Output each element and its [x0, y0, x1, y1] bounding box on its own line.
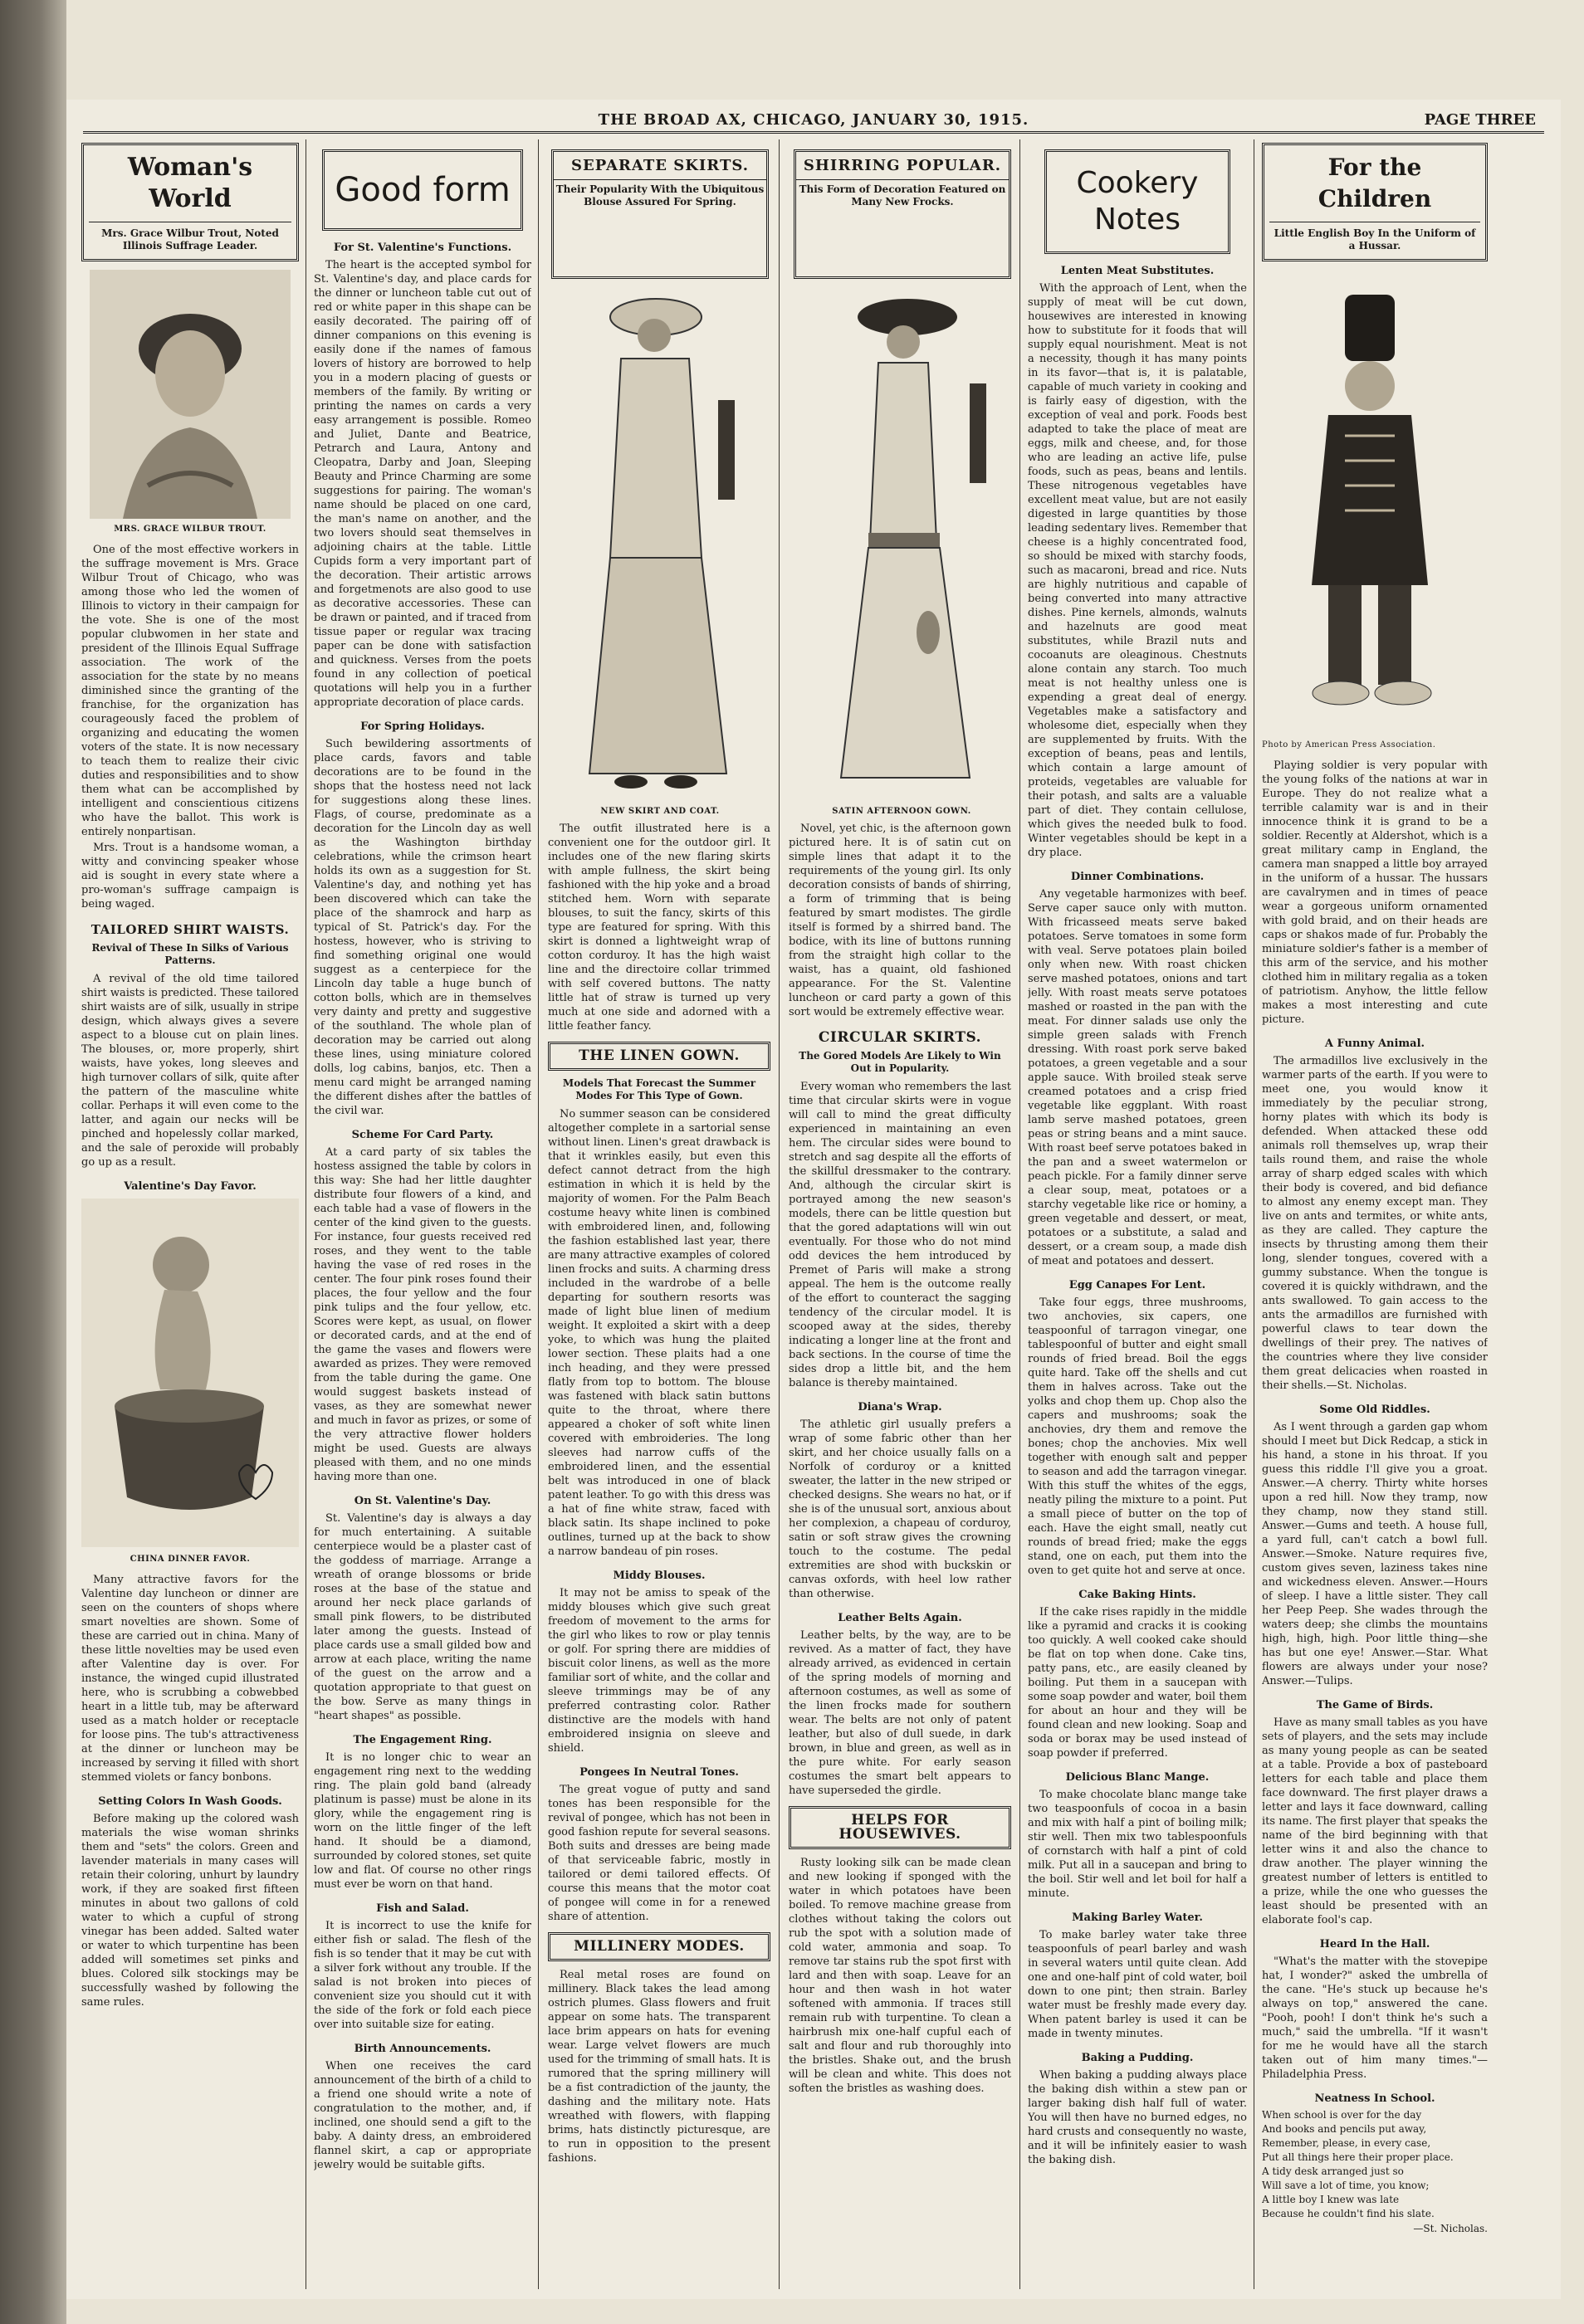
column-for-the-children: [1262, 141, 1488, 2291]
colors-heading: Setting Colors In Wash Goods.: [98, 1795, 282, 1808]
subsection-heading: On St. Valentine's Day.: [354, 1495, 491, 1507]
good-form-heading: [322, 149, 523, 231]
column-rule: [1019, 139, 1020, 2289]
subsection-heading: Fish and Salad.: [376, 1902, 469, 1915]
favor-caption: CHINA DINNER FAVOR.: [130, 1555, 251, 1564]
portrait-photo: [90, 270, 291, 519]
poem-line: And books and pencils put away,: [1262, 2123, 1427, 2135]
paragraph: When one receives the card announcement of the birth of a child to a friend one should write a note of congratulation to the mother, and, if inclined, one should send a gift to the baby. A dainty dress, an embroidered flannel skirt, a cap or appropriate jewelry would be suitable gifts.: [314, 2060, 531, 2171]
poem-line: Put all things here their proper place.: [1262, 2151, 1454, 2163]
paper-title: THE BROAD AX, CHICAGO, JANUARY 30, 1915.: [598, 111, 1029, 129]
paragraph: To make barley water take three teaspoonfuls of pearl barley and wash in several waters until quite clean. Add one and one-half pint of cold water, boil down to one pint; then strain. Barley water must be freshly made every day. When patent barley is used it can be made in twenty minutes.: [1028, 1929, 1247, 2040]
separate-skirts-banner: [551, 149, 769, 279]
section-deck: Little English Boy In the Uniform of a Hussar.: [1269, 222, 1480, 252]
banner-subtitle: Their Popularity With the Ubiquitous Blouse Assured For Spring.: [554, 179, 766, 208]
portrait-illustration: [90, 270, 291, 519]
binding-gutter: [0, 0, 66, 2324]
hall-heading: Heard In the Hall.: [1319, 1938, 1430, 1950]
subsection-heading: Delicious Blanc Mange.: [1065, 1771, 1210, 1784]
shirt-waists-deck: Revival of These In Silks of Various Patterns.: [91, 942, 289, 966]
paragraph: One of the most effective workers in the suffrage movement is Mrs. Grace Wilbur Trout of Chicago, who was among those who led the women of Illinois to victory in their campaign for the vote. She is one of the most popular clubwomen in her state and president of the Illinois Equal Suffrage association. The work of the association for the state by no means diminished since the granting of the franchise, for the organization has courageously faced the problem of organizing and educating the women voters of the state. It is now necessary to teach them to realize their civic duties and responsibilities and to show them what can be accomplished by intelligent and conscientious citizens who have the ballot. This work is entirely nonpartisan.: [81, 544, 299, 838]
paragraph: Have as many small tables as you have sets of players, and the sets may include as many young people as can be seated at a table. Provide a box of pasteboard letters for each table and place them face downward. The first player draws a letter and lays it face downward, calling its name. The first player that speaks the name of the bird beginning with that letter wins it and also the chance to draw another. The player winning the greatest number of letters is entitled to a prize, while the one who guesses the least should be presented with an elaborate fool's cap.: [1262, 1716, 1488, 1926]
poem-line: Because he couldn't find his slate.: [1262, 2208, 1435, 2219]
portrait-caption: MRS. GRACE WILBUR TROUT.: [114, 525, 266, 534]
paragraph: No summer season can be considered altogether complete in a sartorial sense without linen. Linen's great drawback is that it wrinkles easily, but even this defect cannot detract from the high estimation in which it is held by the majority of women. For the Palm Beach costume heavy white linen is combined with embroidered linen, and, following the fashion established last year, there are many attractive examples of colored linen frocks and suits. A charming dress included in the wardrobe of a belle departing for southern resorts was made of light blue linen of medium weight. It exploited a skirt with a deep yoke, to which was hung the plaited lower section. These plaits had a one inch heading, and they were pressed flatly from top to bottom. The blouse was fastened with black satin buttons quite to the throat, where there appeared a choker of soft white linen covered with embroideries. The long sleeves had narrow cuffs of the embroidered linen, and the essential belt was introduced in one of black patent leather. To go with this dress was a hat of fine white straw, faced with black satin. Its shape inclined to poke outlines, turned up at the back to show a narrow bandeau of pin roses.: [548, 1108, 770, 1558]
paragraph: If the cake rises rapidly in the middle like a pyramid and cracks it is cooking too quickly. A well cooked cake should be flat on top when done. Cake tins, patty pans, etc., are easily cleaned by boiling. Put them in a saucepan with some soap powder and water, boil them for about an hour and they will be found clean and new looking. Soap and soda or borax may be used instead of soap powder if preferred.: [1028, 1606, 1247, 1760]
paragraph: As I went through a garden gap whom should I meet but Dick Redcap, a stick in his hand, a stone in his throat. If you guess this riddle I'll give you a groat. Answer.—A cherry. Thirty white horses upon a red hill. Now they tramp, now they champ, now they stand still. Answer.—Gums and teeth. A house full, a yard full, can't catch a bowl full. Answer.—Smoke. Nature requires five, custom gives seven, laziness takes nine and wickedness eleven. Answer.—Hours of sleep. I have a little sister. They call her Peep Peep. She wades through the waters deep; she climbs the mountains high, high, high. Poor little thing—she has but one eye! Answer.—Star. What flowers are always under your nose? Answer.—Tulips.: [1262, 1421, 1488, 1687]
linen-gown-deck: Models That Forecast the Summer Modes For This Type of Gown.: [562, 1077, 756, 1101]
millinery-banner: MILLINERY MODES.: [548, 1932, 770, 1961]
subsection-heading: The Engagement Ring.: [353, 1734, 492, 1746]
poem-line: A tidy desk arranged just so: [1262, 2165, 1404, 2177]
subsection-heading: Cake Baking Hints.: [1078, 1589, 1196, 1601]
wrap-heading: Diana's Wrap.: [858, 1401, 942, 1413]
children-heading: [1262, 143, 1488, 261]
paragraph: Leather belts, by the way, are to be revived. As a matter of fact, they have already arrived, as evidenced in certain of the spring models of morning and afternoon costumes, as well as some of the linen frocks made for southern wear. The belts are not only of patent leather, but also of dull suede, in dark brown, in blue and green, as well as in the pure white. For early season costumes the smart belt appears to have superseded the girdle.: [789, 1629, 1011, 1797]
gown-caption: SATIN AFTERNOON GOWN.: [832, 807, 971, 816]
poem-signature: —St. Nicholas.: [1413, 2223, 1488, 2234]
subsection-heading: Baking a Pudding.: [1081, 2052, 1194, 2064]
paragraph: Many attractive favors for the Valentine day luncheon or dinner are seen on the counters of shops where smart novelties are shown. Some of these are carried out in china. Many of these little novelties may be used even after Valentine day is over. For instance, the winged cupid illustrated here, who is scrubbing a cobwebbed heart in a little tub, may be afterward used as a match holder or receptacle for loose pins. The tub's attractiveness at the dinner or luncheon may be increased by serving it filled with short stemmed violets or fancy bonbons.: [81, 1574, 299, 1784]
paragraph: It is incorrect to use the knife for either fish or salad. The flesh of the fish is so tender that it may be cut with a silver fork without any trouble. If the salad is not broken into pieces of convenient size you should cut it with the side of the fork or fold each piece over into suitable size for eating.: [314, 1920, 531, 2031]
paragraph: St. Valentine's day is always a day for much entertaining. A suitable centerpiece would be a plaster cast of the goddess of marriage. Arrange a wreath of orange blossoms or bride roses at the base of the statue and around her neck place garlands of small pink flowers, to be distributed later among the guests. Instead of place cards use a small gilded bow and arrow at each place, writing the name of the guest on the arrow and a quotation appropriate to that guest on the bow. Serve as many things in "heart shapes" as possible.: [314, 1512, 531, 1722]
belts-heading: Leather Belts Again.: [838, 1612, 962, 1624]
paragraph: Rusty looking silk can be made clean and new looking if sponged with the water in which potatoes have been boiled. To remove machine grease from clothes without taking the colors out rub the spot with a solution made of cold water, ammonia and soap. To remove tar stains rub the spot first with lard and then with soap. Leave for an hour and then wash in hot water softened with ammonia. If traces still remain rub with turpentine. To clean a hairbrush mix one-half cupful each of salt and flour and rub thoroughly into the bristles. Shake out, and the brush will be clean and white. This does not soften the bristles as washing does.: [789, 1857, 1011, 2095]
subsection-heading: Egg Canapes For Lent.: [1068, 1279, 1206, 1291]
subsection-heading: Scheme For Card Party.: [351, 1129, 494, 1141]
subsection-heading: Dinner Combinations.: [1070, 871, 1205, 883]
poem-line: When school is over for the day: [1262, 2109, 1422, 2121]
skirt-caption: NEW SKIRT AND COAT.: [600, 807, 720, 816]
paragraph: Novel, yet chic, is the afternoon gown pictured here. It is of satin cut on simple lines that adapt it to the requirements of the young girl. Its only decoration consists of bands of shirring, a form of trimming that is being featured by smart modistes. The girdle itself is formed by a shirred band. The bodice, with its line of buttons running from the straight high collar to the waist, has a quaint, old fashioned appearance. For the St. Valentine luncheon or card party a gown of this sort would be extremely effective wear.: [789, 823, 1011, 1018]
paragraph: "What's the matter with the stovepipe hat, I wonder?" asked the umbrella of the cane. "He's stuck up because he's always on top," answered the cane. "Pooh, pooh! I don't think he's such a much," said the umbrella. "If it wasn't for me he would have all the starch taken out of him many times."—Philadelphia Press.: [1262, 1955, 1488, 2081]
paragraph: Take four eggs, three mushrooms, two anchovies, six capers, one teaspoonful of tarragon vinegar, one tablespoonful of butter and eight small rounds of fried bread. Boil the eggs quite hard. Take off the shells and cut them in halves across. Take out the yolks and chop them up. Chop also the capers and mushrooms; soak the anchovies, dry them and remove the bones; chop the anchovies. Mix well together with enough salt and pepper to season and add the tarragon vinegar. With this stuff the whites of the eggs, neatly piling the mixture to a point. Put a small piece of butter on the top of each. Have the eight small, neatly cut rounds of bread fried; make the eggs stand, one on each, put them into the oven to get quite hot and serve at once.: [1028, 1296, 1247, 1577]
shirt-waists-heading: TAILORED SHIRT WAISTS.: [90, 922, 290, 937]
animal-heading: A Funny Animal.: [1324, 1038, 1425, 1050]
neatness-heading: Neatness In School.: [1314, 2092, 1435, 2105]
paragraph: With the approach of Lent, when the supply of meat will be cut down, housewives are interested in knowing how to substitute for it foods that will supply equal nourishment. Meat is not a necessity, though it has many points in its favor—that is, it is palatable, capable of much variety in cooking and is fairly easy of digestion, with the exception of veal and pork. Foods best adapted to take the place of meat are eggs, milk and cheese, and, for those who are leading an active life, pulse foods, such as peas, beans and lentils. These nitrogenous vegetables have excellent meat value, but are not easily digested in large quantities by those leading sedentary lives. Remember that cheese is a highly concentrated food, so should be mixed with starchy foods, such as macaroni, bread and rice. Nuts are highly nutritious and capable of being converted into many attractive dishes. Pine kernels, almonds, walnuts and hazelnuts are good meat substitutes, while Brazil nuts and cocoanuts are oleaginous. Chestnuts alone contain any starch. Too much meat is not healthy unless one is expending a great deal of energy. Vegetables make a satisfactory and wholesome diet, especially when they are supplemented by fruits. With the exception of beans, peas and lentils, which contain a large amount of proteids, vegetables are valuable for their potash, and salts are a valuable part of diet. They contain cellulose, which gives the needed bulk to food. Winter vegetables should be kept in a dry place.: [1028, 282, 1247, 859]
paragraph: Any vegetable harmonizes with beef. Serve caper sauce only with mutton. With fricasseed meats serve baked potatoes. Serve tomatoes in some form with veal. Serve potatoes plain boiled only when new. With roast chicken serve mashed potatoes, onions and tart jelly. With roast meats serve potatoes mashed or roasted in the pan with the meat. For dinner salads use only the simple green salads with French dressing. With roast pork serve baked potatoes, a green vegetable and a sour apple sauce. With broiled steak serve creamed potatoes and a crisp fried vegetable like eggplant. With roast lamb serve mashed potatoes, green peas or string beans and a mint sauce. With roast beef serve potatoes baked in the pan and a sweet watermelon or peach pickle. For a family dinner serve a clear soup, meat, potatoes or a starchy vegetable like rice or hominy, a green vegetable and dessert, or meat, potatoes or a substitute, a salad and dessert, or a cream soup, a made dish of meat and potatoes and dessert.: [1028, 888, 1247, 1267]
column-cookery-notes: [1028, 141, 1247, 2291]
paragraph: The great vogue of putty and sand tones has been responsible for the revival of pongee, which has not been in good fashion repute for several seasons. Both suits and dresses are being made of that serviceable fabric, mostly in tailored or demi tailored effects. Of course this means that the motor coat of pongee will come in for a renewed share of attention.: [548, 1784, 770, 1923]
paragraph: The athletic girl usually prefers a wrap of some fabric other than her skirt, and her choice usually falls on a Norfolk of corduroy or a knitted sweater, the latter in the new striped or checked designs. She wears no hat, or if she is of the unusual sort, anxious about her complexion, a chapeau of corduroy, satin or soft straw gives the crowning touch to the costume. The pedal extremities are shod with buckskin or canvas oxfords, with heel low rather than otherwise.: [789, 1418, 1011, 1600]
favor-heading: Valentine's Day Favor.: [124, 1180, 257, 1193]
circular-skirts-heading: CIRCULAR SKIRTS.: [818, 1029, 982, 1046]
banner-title: SHIRRING POPULAR.: [803, 157, 1002, 174]
satin-gown-illustration: [795, 284, 1008, 798]
masthead: [83, 106, 1544, 134]
newspaper-page: [66, 100, 1561, 2299]
neatness-poem: [1262, 2109, 1488, 2220]
column-rule: [779, 139, 780, 2289]
poem-line: Remember, please, in every case,: [1262, 2137, 1431, 2149]
shirring-popular-banner: [794, 149, 1011, 279]
paragraph: It may not be amiss to speak of the middy blouses which give such great freedom of movement to the arms for the girl who likes to row or play tennis or golf. For spring there are middies of biscuit color linens, as well as the more familiar sort of white, and the collar and sleeve trimmings may be of any preferred contrasting color. Rather distinctive are the models with hand embroidered insignia on sleeve and shield.: [548, 1587, 770, 1755]
middy-heading: Middy Blouses.: [613, 1570, 706, 1582]
cupid-tub-drawing: [81, 1199, 299, 1547]
cookery-heading: [1044, 149, 1230, 254]
boy-in-uniform-drawing: [1262, 270, 1488, 735]
paragraph: Playing soldier is very popular with the young folks of the nations at war in Europe. They do not realize what a terrible calamity war is and in their innocence think it is grand to be a soldier. Recently at Aldershot, which is a great military camp in England, the camera man snapped a little boy arrayed in the uniform of a hussar. The hussars are cavalrymen and in times of peace wear a gorgeous uniform ornamented with gold braid, and on their heads are caps or shakos made of fur. Probably the miniature soldier's father is a member of this arm of the service, and his mother clothed him in military regalia as a token of patriotism. Anyhow, the little fellow makes a most interesting and cute picture.: [1262, 759, 1488, 1026]
section-deck: Mrs. Grace Wilbur Trout, Noted Illinois Suffrage Leader.: [89, 222, 291, 252]
section-title: Good form: [335, 171, 511, 209]
woman-in-gown-drawing: [795, 284, 1008, 798]
paragraph: A revival of the old time tailored shirt waists is predicted. These tailored shirt waists are of silk, usually in stripe design, which always gives a severe aspect to a blouse cut on plain lines. The blouses, or, more properly, shirt waists, have yokes, long sleeves and high turnover collars of silk, quite after the pattern of the masculine white collar. Perhaps it will even come to the latter, and again our necks will be pinched and hopelessly collar marked, and the sale of peroxide will probably go up as a result.: [81, 973, 299, 1169]
paragraph: The armadillos live exclusively in the warmer parts of the earth. If you were to meet one, you would know it immediately by the peculiar strong, horny plates with which its body is defended. When attacked these odd animals roll themselves up, wrap their tails round them, and raise the whole array of sharp edged scales with which their body is covered, and bid defiance to almost any enemy except man. They live on ants and termites, or white ants, as they are called. They capture the insects by thrusting among them their long, slender tongues, covered with a gummy substance. When the tongue is covered it is quickly withdrawn, and the ants swallowed. To gain access to the ants the armadillos are furnished with powerful claws to tear down the dwellings of their prey. The natives of the countries where they live consider them great delicacies when roasted in their shells.—St. Nicholas.: [1262, 1055, 1488, 1392]
paragraph: At a card party of six tables the hostess assigned the table by colors in this way: She had her little daughter distribute four flowers of a kind, and each table had a vase of flowers in the center of the kind given to the guests. For instance, four guests received red roses, and they went to the table having the vase of red roses in the center. The four pink roses found their places, the four yellow and the four pink tulips and the four yellow, etc. Scores were kept, as usual, on flower or decorated cards, and at the end of the game the vases and flowers were awarded as prizes. They were removed from the table during the game. One would suggest baskets instead of vases, as they are somewhat newer and much in favor as prizes, or some of the very attractive flower holders might be used. Guests are always pleased with them, and no one minds having more than one.: [314, 1146, 531, 1483]
paragraph: To make chocolate blanc mange take two teaspoonfuls of cocoa in a basin and mix with half a pint of boiling milk; stir well. Then mix two tablespoonfuls of cornstarch with half a pint of cold milk. Put all in a saucepan and bring to the boil. Stir well and let boil for half a minute.: [1028, 1789, 1247, 1900]
paragraph: The heart is the accepted symbol for St. Valentine's day, and place cards for the dinner or luncheon table cut out of red or white paper in this shape can be easily decorated. The pairing off of dinner companions on this evening is easily done if the names of famous lovers of history are borrowed to help you in a modern placing of guests or members of the family. By writing or printing the names on cards a very easy arrangement is possible. Romeo and Juliet, Dante and Beatrice, Petrarch and Laura, Antony and Cleopatra, Darby and Joan, Sleeping Beauty and Prince Charming are some suggestions for pairing. The woman's name should be placed on one card, the man's name on another, and the two lovers should seat themselves in adjoining chairs at the table. Little Cupids form a very important part of the decoration. Their artistic arrows and forgetmenots are also good to use as decorative accessories. These can be drawn or painted, and if traced from tissue paper or regular wax tracing paper can be done with satisfaction and quickness. Verses from the poets found in any collection of poetical quotations will help you in a further appropriate decoration of place cards.: [314, 259, 531, 709]
paragraph: It is no longer chic to wear an engagement ring next to the wedding ring. The plain gold band (already platinum is passe) must be alone in its glory, while the engagement ring is worn on the little finger of the left hand. It should be a diamond, surrounded by colored stones, set quite low and flat. Of course no other rings must ever be worn on that hand.: [314, 1751, 531, 1891]
page-number: PAGE THREE: [1424, 111, 1536, 129]
hussar-boy-photo: [1262, 270, 1488, 735]
subsection-heading: Lenten Meat Substitutes.: [1060, 265, 1215, 277]
subsection-heading: Birth Announcements.: [354, 2043, 491, 2055]
paragraph: Such bewildering assortments of place cards, favors and table decorations are to be found in the shops that the hostess need not lack for suggestions along these lines. Flags, of course, predominate as a decoration for the Lincoln day as well as the Washington birthday celebrations, while the crimson heart holds its own as a suggestion for St. Valentine's day, and nothing yet has been discovered which can take the place of the shamrock and harp as typical of St. Patrick's day. For the hostess, however, who is striving to find something original one would suggest as a centerpiece for the Lincoln day table a huge bunch of cotton bolls, which are in themselves very dainty and pretty and suggestive of the southland. The whole plan of decoration may be carried out along these lines, using miniature colored dolls, log cabins, banjos, etc. Then a menu card might be arranged naming the different dishes after the battles of the civil war.: [314, 738, 531, 1117]
skirt-coat-illustration: [556, 284, 764, 798]
subsection-heading: For Spring Holidays.: [360, 720, 485, 733]
column-rule: [538, 139, 539, 2289]
woman-in-coat-drawing: [556, 284, 764, 798]
banner-subtitle: This Form of Decoration Featured on Many New Frocks.: [796, 179, 1009, 208]
linen-gown-banner: THE LINEN GOWN.: [548, 1042, 770, 1071]
paragraph: Real metal roses are found on millinery. Black takes the lead among ostrich plumes. Glass flowers and fruit appear on some hats. The transparent lace brim appears on hats for evening wear. Large velvet flowers are much used for the trimming of small hats. It is rumored that the spring millinery will be a fist contradiction of the jaunty, the dashing and the military note. Hats wreathed with flowers, with flapping brims, hats distinctly picturesque, are to run in opposition to the present fashions.: [548, 1969, 770, 2165]
column-good-form: [314, 141, 531, 2291]
paragraph: When baking a pudding always place the baking dish within a stew pan or larger baking dish half full of water. You will then have no burned edges, no hard crusts and consequently no waste, and it will be infinitely easier to wash the baking dish.: [1028, 2069, 1247, 2166]
paragraph: Mrs. Trout is a handsome woman, a witty and convincing speaker whose aid is sought in every state where a pro-woman's suffrage campaign is being waged.: [81, 842, 299, 911]
subsection-heading: Making Barley Water.: [1072, 1911, 1203, 1924]
column-fashion-left: [548, 822, 770, 2291]
circular-skirts-deck: The Gored Models Are Likely to Win Out in Popularity.: [799, 1050, 1001, 1074]
banner-title: SEPARATE SKIRTS.: [571, 157, 749, 174]
paragraph: Before making up the colored wash materials the wise woman shrinks them and "sets" the colors. Green and lavender materials in many cases will retain their coloring, unhurt by laundry work, if they are soaked first fifteen minutes in about two gallons of cold water to which a cupful of strong vinegar has been added. Salted water or water to which turpentine has been added will sometimes set pinks and blues. Colored silk stockings may be successfully washed by following the same rules.: [81, 1813, 299, 2009]
poem-line: A little boy I knew was late: [1262, 2194, 1400, 2205]
riddles-heading: Some Old Riddles.: [1319, 1404, 1430, 1416]
subsection-heading: For St. Valentine's Functions.: [333, 242, 512, 254]
housewives-banner: HELPS FOR HOUSEWIVES.: [789, 1806, 1011, 1849]
poem-line: Will save a lot of time, you know;: [1262, 2180, 1430, 2191]
pongee-heading: Pongees In Neutral Tones.: [579, 1766, 739, 1779]
column-womans-world: [81, 141, 299, 2291]
column-fashion-right: [789, 822, 1011, 2291]
womans-world-heading: [81, 143, 299, 261]
section-title: Woman's World: [127, 153, 253, 213]
paragraph: The outfit illustrated here is a convenient one for the outdoor girl. It includes one of the new flaring skirts with ample fullness, the skirt being fashioned with the hip yoke and a broad stitched hem. Worn with separate blouses, to suit the fancy, skirts of this type are featured for spring. With this skirt is donned a lightweight wrap of cotton corduroy. It has the high waist line and the directoire collar trimmed with self covered buttons. The natty little hat of straw is turned up very much at one side and adorned with a little feather fancy.: [548, 823, 770, 1033]
cupid-illustration: [81, 1199, 299, 1547]
section-title: For the Children: [1318, 154, 1432, 212]
photo-credit: Photo by American Press Association.: [1262, 740, 1436, 749]
paragraph: Every woman who remembers the last time that circular skirts were in vogue will call to mind the great difficulty experienced in maintaining an even hem. The circular sides were bound to stretch and sag despite all the efforts of the skillful dressmaker to the contrary. And, although the circular skirt is portrayed among the new season's models, there can be little question but that the gored adaptations will win out eventually. For those who do not mind odd devices the hem introduced by Premet of Paris will make a strong appeal. The hem is the outcome really of the effort to counteract the sagging tendency of the circular model. It is scooped away at the sides, thereby indicating a longer line at the front and back sections. In the course of time the sides drop a little bit, and the hem balance is thereby maintained.: [789, 1081, 1011, 1389]
section-title: Cookery Notes: [1076, 166, 1199, 237]
birds-heading: The Game of Birds.: [1316, 1699, 1434, 1711]
